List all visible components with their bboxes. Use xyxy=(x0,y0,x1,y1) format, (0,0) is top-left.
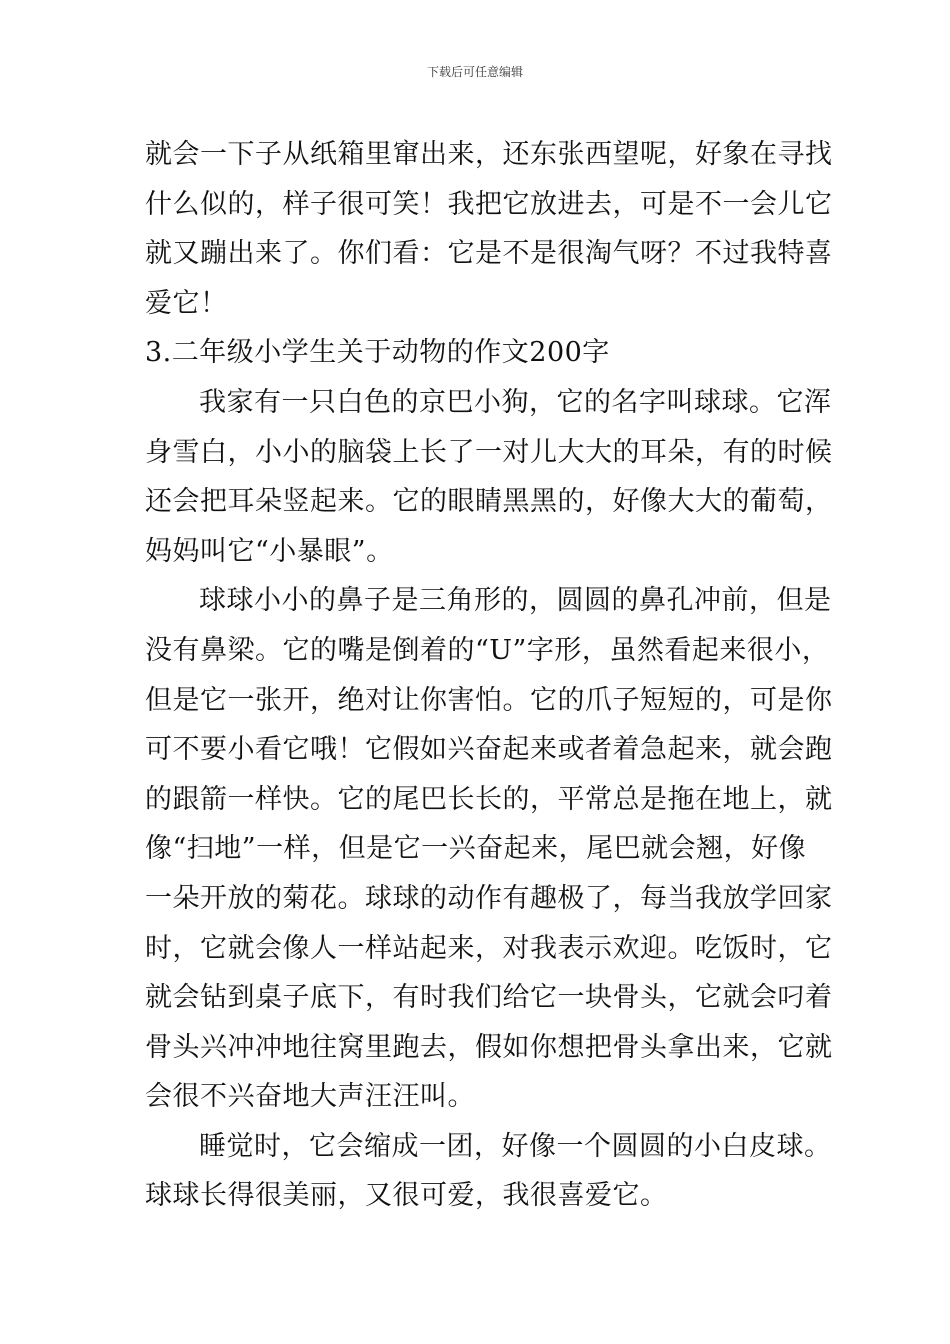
text-line: 的跟箭一样快。它的尾巴长长的，平常总是拖在地上，就 xyxy=(145,783,833,815)
text-line: 爱它！ xyxy=(145,287,228,319)
text-line: 但是它一张开，绝对让你害怕。它的爪子短短的，可是你 xyxy=(145,684,833,716)
text-line: 身雪白，小小的脑袋上长了一对儿大大的耳朵，有的时候 xyxy=(145,436,833,468)
text-line: 妈妈叫它“小暴眼”。 xyxy=(145,535,394,567)
text-line: 没有鼻梁。它的嘴是倒着的“U”字形，虽然看起来很小， xyxy=(145,634,830,666)
text-line: 还会把耳朵竖起来。它的眼睛黑黑的，好像大大的葡萄， xyxy=(145,486,833,518)
page-header: 下载后可任意编辑 xyxy=(426,65,523,79)
text-line: 一朵开放的菊花。球球的动作有趣极了，每当我放学回家 xyxy=(145,882,833,914)
text-line: 可不要小看它哦！它假如兴奋起来或者着急起来，就会跑 xyxy=(145,734,833,766)
text-line: 就会钻到桌子底下，有时我们给它一块骨头，它就会叼着 xyxy=(145,982,833,1014)
text-line: 时，它就会像人一样站起来，对我表示欢迎。吃饭时，它 xyxy=(145,932,833,964)
text-line: 球球小小的鼻子是三角形的，圆圆的鼻孔冲前，但是 xyxy=(199,585,832,617)
text-line: 睡觉时，它会缩成一团，好像一个圆圆的小白皮球。 xyxy=(199,1130,832,1162)
text-line: 会很不兴奋地大声汪汪叫。 xyxy=(145,1081,475,1113)
text-line: 球球长得很美丽，又很可爱，我很喜爱它。 xyxy=(145,1180,668,1212)
text-line: 骨头兴冲冲地往窝里跑去，假如你想把骨头拿出来，它就 xyxy=(145,1031,833,1063)
text-line: 我家有一只白色的京巴小狗，它的名字叫球球。它浑 xyxy=(199,386,832,418)
text-line: 什么似的，样子很可笑！我把它放进去，可是不一会儿它 xyxy=(145,188,833,220)
section-heading: 3.二年级小学生关于动物的作文200字 xyxy=(145,337,610,369)
document-body xyxy=(145,130,833,1221)
text-line: 像“扫地”一样，但是它一兴奋起来，尾巴就会翘，好像 xyxy=(145,833,807,865)
text-line: 就又蹦出来了。你们看：它是不是很淘气呀？不过我特喜 xyxy=(145,238,833,270)
text-line: 就会一下子从纸箱里窜出来，还东张西望呢，好象在寻找 xyxy=(145,139,833,170)
